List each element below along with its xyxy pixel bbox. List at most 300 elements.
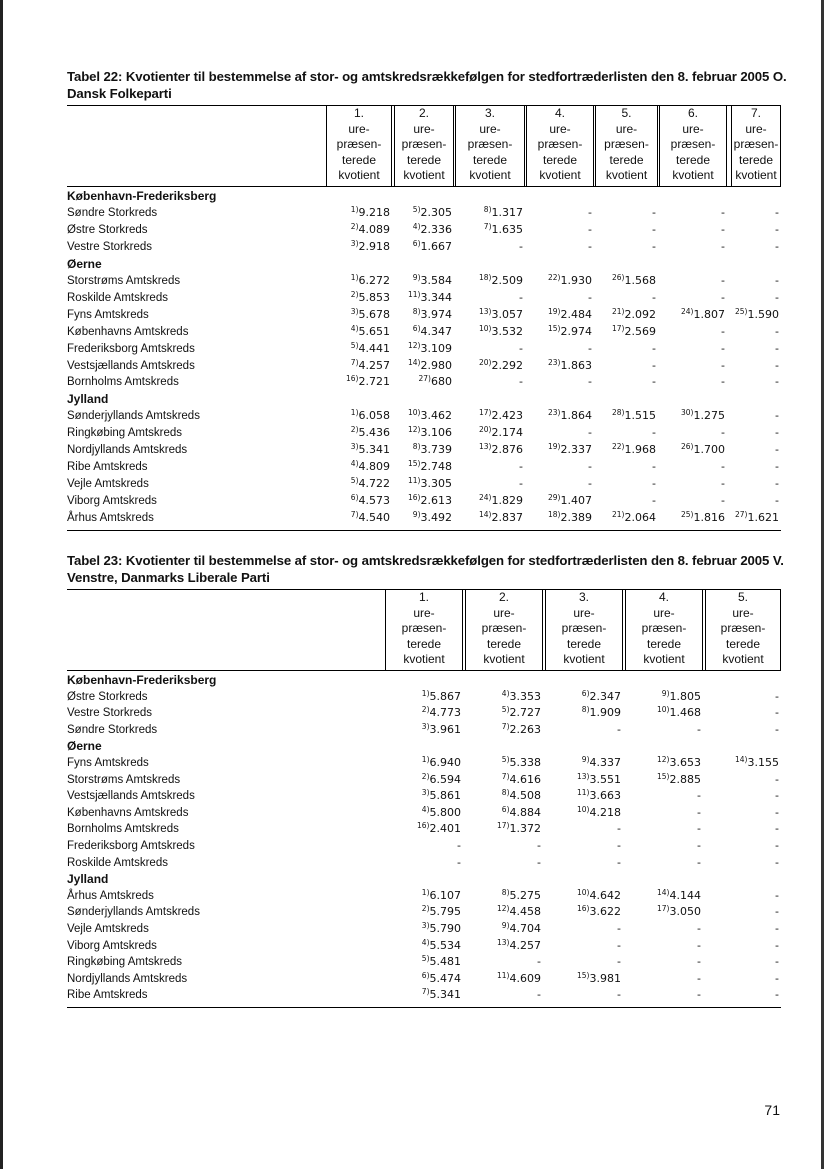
quotient-cell: [394, 476, 452, 492]
quotient-cell: [326, 358, 390, 374]
quotient-cell: [326, 459, 390, 475]
column-header-line: 2.: [418, 106, 429, 120]
rank-marker: 23): [548, 357, 561, 367]
row-label: Søndre Storkreds: [67, 206, 158, 219]
quotient-cell: [731, 374, 779, 390]
quotient-cell: [465, 821, 541, 837]
rank-marker: 6): [421, 970, 430, 980]
quotient-value: 2.305: [420, 205, 452, 219]
quotient-value: -: [721, 239, 725, 253]
quotient-value: 3.584: [420, 273, 452, 287]
table-title-line: Dansk Folkeparti: [67, 86, 172, 101]
column-header-line: præsen-: [336, 137, 382, 152]
quotient-cell: [625, 821, 701, 837]
column-header-line: kvotient: [605, 168, 648, 183]
column-header-line: præsen-: [401, 621, 447, 636]
quotient-value: 680: [431, 375, 452, 389]
quotient-value: 1.372: [509, 822, 541, 836]
quotient-cell: [326, 510, 390, 526]
column-header-line: ure-: [493, 605, 515, 620]
column-header-line: ure-: [549, 121, 571, 136]
quotient-cell: [465, 755, 541, 771]
quotient-value: 2.174: [491, 426, 523, 440]
rank-marker: 10): [408, 408, 421, 418]
section-heading: Jylland: [67, 872, 109, 887]
quotient-value: 2.092: [624, 307, 656, 321]
quotient-cell: [526, 222, 592, 238]
quotient-cell: [731, 358, 779, 374]
row-label: Søndre Storkreds: [67, 723, 158, 736]
column-header: [659, 106, 727, 184]
quotient-cell: [731, 493, 779, 509]
quotient-cell: [526, 510, 592, 526]
row-label: Roskilde Amtskreds: [67, 856, 168, 869]
quotient-cell: [385, 921, 461, 937]
column-header-line: ure-: [745, 121, 767, 136]
quotient-cell: [705, 954, 779, 970]
quotient-cell: [731, 408, 779, 424]
quotient-cell: [326, 442, 390, 458]
quotient-value: -: [775, 460, 779, 474]
quotient-value: -: [697, 789, 701, 803]
quotient-cell: [465, 971, 541, 987]
rank-marker: 22): [612, 442, 625, 452]
quotient-cell: [659, 239, 725, 255]
rank-marker: 13): [479, 306, 492, 316]
rank-marker: 11): [577, 788, 590, 798]
quotient-value: -: [775, 839, 779, 852]
page-number: 71: [764, 1102, 780, 1118]
quotient-cell: [326, 239, 390, 255]
quotient-value: -: [588, 426, 592, 440]
quotient-value: 4.540: [358, 511, 390, 525]
quotient-cell: [625, 722, 701, 738]
quotient-value: -: [697, 955, 701, 969]
quotient-value: 2.401: [429, 822, 461, 836]
section-heading: Øerne: [67, 739, 102, 754]
quotient-value: -: [652, 222, 656, 236]
rank-marker: 9): [581, 755, 590, 764]
column-header: [465, 590, 543, 668]
quotient-value: 4.773: [429, 706, 461, 720]
row-label: Sønderjyllands Amtskreds: [67, 410, 200, 423]
quotient-cell: [595, 239, 656, 255]
quotient-cell: [595, 324, 656, 340]
quotient-cell: [595, 442, 656, 458]
quotient-value: 5.790: [429, 922, 461, 935]
column-header: [455, 106, 525, 184]
rank-marker: 16): [417, 821, 430, 831]
quotient-value: -: [775, 689, 779, 703]
rank-marker: 2): [350, 425, 359, 435]
rank-marker: 17): [612, 323, 625, 333]
quotient-value: 4.884: [509, 805, 541, 819]
quotient-cell: [545, 987, 621, 1003]
quotient-value: -: [457, 855, 461, 869]
quotient-cell: [385, 855, 461, 871]
column-header-line: 5.: [737, 590, 748, 604]
quotient-cell: [526, 442, 592, 458]
row-label: Vejle Amtskreds: [67, 923, 149, 935]
quotient-value: -: [652, 375, 656, 389]
quotient-cell: [659, 324, 725, 340]
section-heading: Jylland: [67, 392, 109, 407]
quotient-value: 1.864: [560, 409, 592, 423]
column-header-line: 5.: [621, 106, 632, 120]
quotient-cell: [385, 904, 461, 920]
quotient-cell: [595, 476, 656, 492]
rank-marker: 25): [681, 510, 694, 520]
table-title: [67, 68, 787, 102]
quotient-cell: [526, 408, 592, 424]
quotient-cell: [705, 705, 779, 721]
rank-marker: 4): [421, 937, 430, 947]
quotient-value: 5.338: [509, 756, 541, 769]
quotient-value: 1.863: [560, 358, 592, 372]
quotient-value: 2.721: [358, 375, 390, 389]
column-header-line: kvotient: [403, 168, 445, 183]
column-header: [526, 106, 594, 184]
quotient-value: -: [697, 938, 701, 952]
row-label: Vestre Storkreds: [67, 707, 153, 720]
quotient-value: -: [721, 222, 725, 236]
quotient-cell: [659, 442, 725, 458]
column-header-line: præsen-: [537, 137, 583, 152]
quotient-value: 3.155: [747, 756, 779, 769]
table-title-line: Tabel 23: Kvotienter til bestemmelse af stor- og amtskredsrækkefølgen for stedfortræderlisten den 8. februar 2005 V.: [67, 553, 784, 568]
quotient-cell: [705, 772, 779, 788]
quotient-cell: [659, 493, 725, 509]
column-header-line: ure-: [348, 121, 370, 136]
quotient-value: -: [588, 477, 592, 491]
quotient-value: 5.800: [429, 805, 461, 819]
rank-marker: 6): [412, 238, 421, 248]
quotient-cell: [545, 772, 621, 788]
row-label: Storstrøms Amtskreds: [67, 274, 181, 287]
row-label: Vejle Amtskreds: [67, 478, 149, 491]
rank-marker: 18): [548, 510, 561, 520]
quotient-value: 4.616: [509, 772, 541, 786]
quotient-cell: [545, 705, 621, 721]
quotient-value: -: [697, 922, 701, 935]
quotient-value: -: [652, 290, 656, 304]
rank-marker: 28): [612, 408, 625, 418]
quotient-cell: [385, 954, 461, 970]
quotient-value: 4.722: [358, 477, 390, 491]
rank-marker: 22): [548, 272, 561, 282]
quotient-cell: [545, 788, 621, 804]
quotient-cell: [394, 324, 452, 340]
quotient-cell: [595, 374, 656, 390]
quotient-value: 1.930: [560, 273, 592, 287]
column-header-line: 1.: [353, 106, 364, 120]
quotient-value: 5.341: [358, 443, 390, 457]
quotient-value: 3.532: [491, 324, 523, 338]
column-header-line: 4.: [658, 590, 669, 604]
quotient-value: -: [697, 822, 701, 836]
quotient-value: -: [652, 494, 656, 508]
quotient-cell: [465, 888, 541, 904]
rank-marker: 4): [350, 323, 359, 333]
quotient-cell: [455, 425, 523, 441]
quotient-value: 3.305: [420, 477, 452, 491]
column-header-line: terede: [486, 636, 522, 651]
quotient-value: 3.057: [491, 307, 523, 321]
rank-marker: 5): [350, 340, 359, 350]
quotient-value: -: [775, 443, 779, 457]
quotient-value: 4.144: [669, 888, 701, 902]
quotient-cell: [595, 290, 656, 306]
rank-marker: 10): [577, 804, 590, 814]
rank-marker: 12): [408, 425, 421, 435]
quotient-cell: [526, 307, 592, 323]
quotient-cell: [394, 273, 452, 289]
column-header-line: præsen-: [670, 137, 716, 152]
quotient-value: 4.257: [509, 938, 541, 952]
quotient-value: 3.106: [420, 426, 452, 440]
quotient-value: 4.337: [589, 756, 621, 769]
quotient-cell: [625, 938, 701, 954]
quotient-value: -: [697, 805, 701, 819]
column-header: [545, 590, 623, 668]
quotient-cell: [385, 888, 461, 904]
quotient-value: 2.347: [589, 689, 621, 703]
quotient-cell: [326, 493, 390, 509]
quotient-value: 5.436: [358, 426, 390, 440]
column-header-line: præsen-: [733, 137, 779, 152]
rank-marker: 4): [421, 804, 430, 814]
quotient-cell: [394, 358, 452, 374]
table-title-line: Venstre, Danmarks Liberale Parti: [67, 570, 270, 585]
quotient-value: 3.050: [669, 905, 701, 919]
quotient-cell: [595, 459, 656, 475]
quotient-cell: [326, 341, 390, 357]
rank-marker: 5): [501, 705, 510, 715]
quotient-value: 1.407: [560, 494, 592, 508]
quotient-cell: [455, 510, 523, 526]
rank-marker: 17): [657, 904, 670, 914]
quotient-cell: [394, 290, 452, 306]
quotient-value: -: [537, 988, 541, 1002]
quotient-cell: [385, 689, 461, 705]
quotient-value: 2.980: [420, 358, 452, 372]
quotient-value: 3.109: [420, 341, 452, 355]
quotient-value: -: [721, 341, 725, 355]
quotient-cell: [659, 358, 725, 374]
quotient-cell: [326, 205, 390, 221]
quotient-value: -: [775, 205, 779, 219]
rank-marker: 27): [418, 374, 431, 384]
rank-marker: 23): [548, 408, 561, 418]
rank-marker: 14): [657, 887, 670, 897]
quotient-value: -: [775, 426, 779, 440]
quotient-cell: [465, 855, 541, 871]
quotient-cell: [465, 772, 541, 788]
column-header-line: 3.: [578, 590, 589, 604]
rank-marker: 26): [612, 272, 625, 282]
quotient-value: 3.961: [429, 722, 461, 736]
quotient-cell: [455, 358, 523, 374]
column-header: [394, 106, 454, 184]
quotient-value: 4.218: [589, 805, 621, 819]
rank-marker: 1): [421, 755, 430, 764]
quotient-value: 4.089: [358, 222, 390, 236]
column-header-line: ure-: [653, 605, 675, 620]
quotient-value: -: [617, 922, 621, 935]
rank-marker: 20): [479, 425, 492, 435]
rank-marker: 8): [581, 705, 590, 715]
quotient-value: 1.515: [624, 409, 656, 423]
quotient-value: 2.484: [560, 307, 592, 321]
rank-marker: 16): [408, 493, 421, 503]
quotient-value: -: [697, 839, 701, 852]
rank-marker: 6): [581, 688, 590, 698]
quotient-value: -: [519, 239, 523, 253]
rank-marker: 15): [408, 459, 421, 469]
quotient-value: -: [697, 971, 701, 985]
table-bottom-rule: [67, 530, 781, 531]
quotient-cell: [545, 971, 621, 987]
quotient-cell: [394, 222, 452, 238]
quotient-cell: [705, 838, 779, 854]
quotient-cell: [394, 510, 452, 526]
rank-marker: 8): [412, 306, 421, 316]
rank-marker: 21): [612, 306, 625, 316]
quotient-value: 3.344: [420, 290, 452, 304]
quotient-cell: [659, 290, 725, 306]
quotient-value: 3.739: [420, 443, 452, 457]
quotient-cell: [394, 442, 452, 458]
column-header-line: kvotient: [338, 168, 380, 183]
rank-marker: 7): [350, 510, 359, 520]
quotient-cell: [394, 205, 452, 221]
rank-marker: 1): [421, 887, 430, 897]
rank-marker: 9): [501, 921, 510, 930]
rank-marker: 9): [412, 272, 421, 282]
quotient-value: -: [519, 341, 523, 355]
quotient-cell: [455, 307, 523, 323]
quotient-value: 2.292: [491, 358, 523, 372]
section-heading: København-Frederiksberg: [67, 673, 217, 687]
section-heading: København-Frederiksberg: [67, 189, 217, 203]
quotient-value: 1.700: [693, 443, 725, 457]
quotient-cell: [455, 205, 523, 221]
quotient-cell: [385, 705, 461, 721]
quotient-value: -: [775, 494, 779, 508]
rank-marker: 26): [681, 442, 694, 452]
column-header-line: terede: [406, 152, 442, 167]
quotient-value: -: [697, 855, 701, 869]
quotient-value: 5.867: [429, 689, 461, 703]
quotient-value: -: [457, 839, 461, 852]
quotient-cell: [731, 459, 779, 475]
quotient-value: -: [617, 822, 621, 836]
quotient-cell: [705, 689, 779, 705]
quotient-cell: [326, 408, 390, 424]
quotient-cell: [465, 788, 541, 804]
quotient-value: 5.341: [429, 988, 461, 1002]
table-title: [67, 552, 787, 586]
quotient-value: 3.462: [420, 409, 452, 423]
quotient-value: 2.336: [420, 222, 452, 236]
quotient-cell: [731, 307, 779, 323]
quotient-cell: [545, 821, 621, 837]
quotient-cell: [625, 689, 701, 705]
quotient-value: -: [775, 222, 779, 236]
quotient-value: 3.663: [589, 789, 621, 803]
rank-marker: 7): [501, 721, 510, 731]
quotient-value: 2.263: [509, 722, 541, 736]
quotient-cell: [465, 921, 541, 937]
column-header-line: 2.: [498, 590, 509, 604]
quotient-value: 4.347: [420, 324, 452, 338]
column-header-line: kvotient: [539, 168, 581, 183]
rank-marker: 5): [412, 204, 421, 214]
row-label: Ringkøbing Amtskreds: [67, 956, 183, 969]
quotient-cell: [625, 987, 701, 1003]
quotient-cell: [545, 689, 621, 705]
column-header-line: præsen-: [604, 137, 649, 152]
quotient-cell: [526, 273, 592, 289]
rank-marker: 2): [350, 289, 359, 299]
quotient-cell: [659, 425, 725, 441]
rank-marker: 7): [501, 771, 510, 781]
rank-marker: 1): [350, 408, 359, 418]
quotient-cell: [526, 358, 592, 374]
quotient-value: -: [775, 290, 779, 304]
quotient-cell: [326, 273, 390, 289]
quotient-value: 5.861: [429, 789, 461, 803]
quotient-value: -: [775, 324, 779, 338]
quotient-cell: [526, 374, 592, 390]
rank-marker: 2): [421, 705, 430, 715]
column-header: [705, 590, 781, 668]
quotient-value: -: [617, 722, 621, 736]
quotient-cell: [545, 838, 621, 854]
quotient-value: 2.509: [491, 273, 523, 287]
quotient-value: -: [775, 988, 779, 1002]
quotient-cell: [385, 821, 461, 837]
quotient-value: 1.621: [747, 511, 779, 525]
quotient-value: -: [537, 839, 541, 852]
rank-marker: 17): [479, 408, 492, 418]
rank-marker: 19): [548, 306, 561, 316]
column-header-line: præsen-: [561, 621, 607, 636]
quotient-value: -: [721, 426, 725, 440]
quotient-value: -: [537, 955, 541, 969]
column-header-line: kvotient: [722, 652, 764, 667]
quotient-value: 1.590: [747, 307, 779, 321]
quotient-value: 6.058: [358, 409, 390, 423]
quotient-cell: [705, 855, 779, 871]
quotient-value: -: [652, 341, 656, 355]
column-header-line: kvotient: [672, 168, 714, 183]
quotient-cell: [385, 772, 461, 788]
quotient-cell: [394, 239, 452, 255]
quotient-cell: [326, 222, 390, 238]
rank-marker: 14): [479, 510, 492, 520]
quotient-value: -: [588, 341, 592, 355]
quotient-cell: [455, 222, 523, 238]
quotient-cell: [625, 788, 701, 804]
quotient-cell: [545, 954, 621, 970]
quotient-value: -: [775, 905, 779, 919]
rank-marker: 12): [657, 755, 670, 764]
rank-marker: 24): [681, 306, 694, 316]
column-header: [731, 106, 781, 184]
column-header-line: terede: [675, 152, 711, 167]
rank-marker: 8): [412, 442, 421, 452]
